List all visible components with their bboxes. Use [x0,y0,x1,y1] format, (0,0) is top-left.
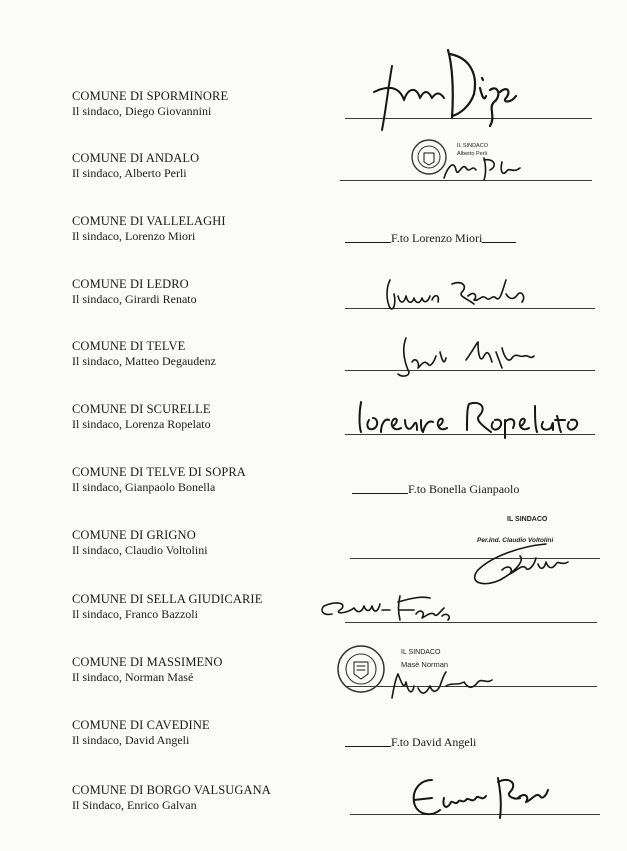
entry-vallelaghi [72,213,332,244]
andalo-stamp-title: IL SINDACO [457,143,488,149]
andalo-stamp-name: Alberto Perli [457,151,487,157]
typed-signature-telve-di-sopra: F.to Bonella Gianpaolo [352,482,519,497]
typed-signature-vallelaghi: F.to Lorenzo Miori [345,231,516,246]
handwritten-signature-sella-giudicarie [318,590,458,626]
comune-name: COMUNE DI CAVEDINE [72,718,210,732]
comune-name: COMUNE DI GRIGNO [72,528,196,542]
handwritten-signature-ledro [382,276,542,316]
handwritten-signature-grigno [462,540,582,592]
entry-massimeno [72,654,332,685]
comune-name: COMUNE DI VALLELAGHI [72,214,226,228]
comune-name: COMUNE DI SCURELLE [72,402,211,416]
entry-scurelle [72,401,332,432]
handwritten-signature-telve [392,334,542,380]
comune-name: COMUNE DI SELLA GIUDICARIE [72,592,263,606]
entry-sella-giudicarie [72,591,332,622]
comune-name: COMUNE DI LEDRO [72,277,189,291]
entry-andalo [72,150,332,181]
entry-grigno [72,527,332,558]
massimeno-stamp-title: IL SINDACO [401,649,441,656]
massimeno-stamp-name: Masè Norman [401,660,449,669]
sindaco-name: Il sindaco, David Angeli [72,733,190,747]
entry-telve [72,338,332,369]
sindaco-name: Il sindaco, Norman Masé [72,670,194,684]
entry-sporminore [72,88,332,119]
comune-name: COMUNE DI MASSIMENO [72,655,223,669]
handwritten-signature-sporminore [370,44,520,136]
handwritten-signature-andalo [440,152,530,182]
sindaco-name: Il sindaco, Claudio Voltolini [72,543,208,557]
entry-ledro [72,276,332,307]
handwritten-signature-scurelle [355,398,585,438]
sindaco-name: Il Sindaco, Enrico Galvan [72,798,197,812]
comune-name: COMUNE DI TELVE [72,339,186,353]
handwritten-signature-massimeno [386,668,506,702]
entry-cavedine [72,717,332,748]
entry-telve-di-sopra [72,464,332,495]
typed-signature-cavedine: F.to David Angeli [345,735,476,750]
entry-borgo-valsugana [72,782,332,813]
sindaco-name: Il sindaco, Lorenzo Miori [72,229,196,243]
sindaco-name: Il sindaco, Lorenza Ropelato [72,417,211,431]
comune-name: COMUNE DI TELVE DI SOPRA [72,465,246,479]
massimeno-seal-icon [336,644,386,694]
sindaco-name: Il sindaco, Girardi Renato [72,292,197,306]
grigno-stamp-name: Per.Ind. Claudio Voltolini [477,537,554,544]
sindaco-name: Il sindaco, Alberto Perli [72,166,187,180]
sindaco-name: Il sindaco, Gianpaolo Bonella [72,480,216,494]
sindaco-name: Il sindaco, Matteo Degaudenz [72,354,216,368]
sindaco-name: Il sindaco, Diego Giovannini [72,104,212,118]
comune-name: COMUNE DI BORGO VALSUGANA [72,783,271,797]
grigno-stamp-title: IL SINDACO [507,516,548,523]
comune-name: COMUNE DI ANDALO [72,151,200,165]
sindaco-name: Il sindaco, Franco Bazzoli [72,607,198,621]
handwritten-signature-borgo-valsugana [402,772,552,826]
comune-name: COMUNE DI SPORMINORE [72,89,229,103]
